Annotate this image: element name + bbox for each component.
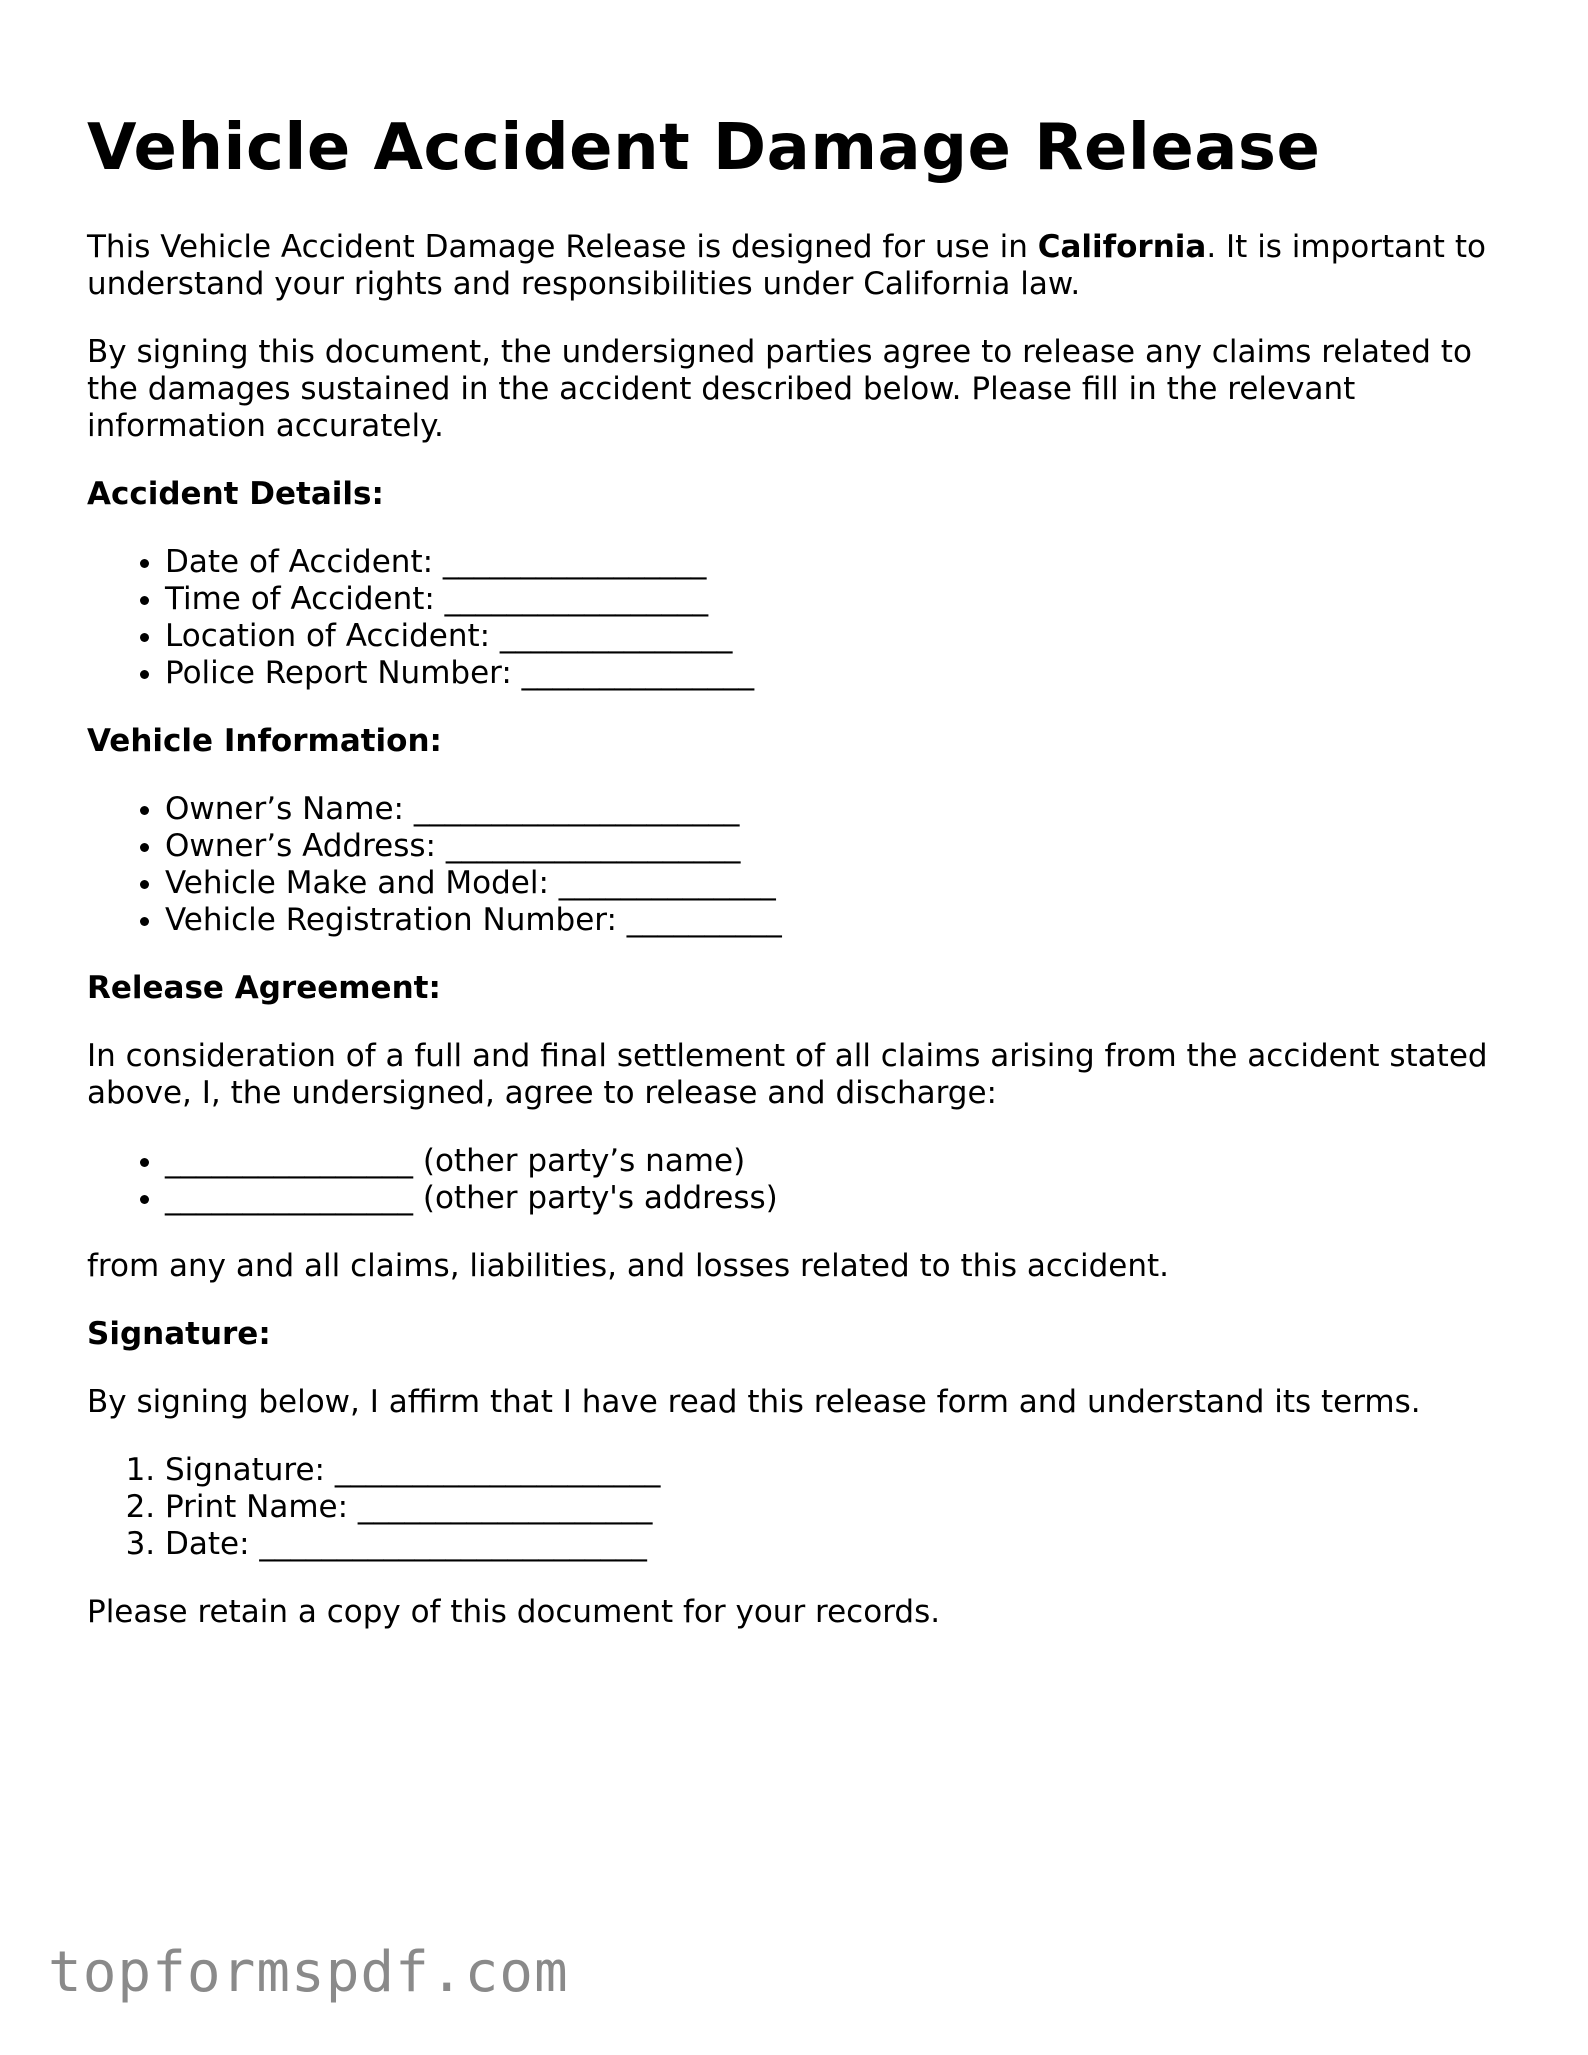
owner-name-field: • Owner’s Name: _____________________ xyxy=(165,791,1507,828)
vehicle-information-list xyxy=(87,791,1507,939)
release-agreement-heading: Release Agreement: xyxy=(87,970,441,1006)
accident-details-list xyxy=(87,544,1507,692)
intro-state: California xyxy=(1037,229,1207,265)
intro-paragraph xyxy=(87,229,1507,303)
signature-date-field: 3. Date: _________________________ xyxy=(165,1526,1507,1563)
signature-affirmation-text: By signing below, I affirm that I have read this release form and understand its terms. xyxy=(87,1384,1421,1420)
retain-copy-note: Please retain a copy of this document for your records. xyxy=(87,1594,941,1630)
intro-text-before: This Vehicle Accident Damage Release is designed for use in xyxy=(87,229,1038,265)
vehicle-registration-field: • Vehicle Registration Number: __________ xyxy=(165,902,1507,939)
intro-text-after: . It is important to understand your rights and responsibilities under California law. xyxy=(87,229,1486,302)
accident-details-heading: Accident Details: xyxy=(87,476,384,512)
other-party-name-field: • ________________ (other party’s name) xyxy=(165,1143,1507,1180)
accident-location-field: • Location of Accident: _______________ xyxy=(165,618,1507,655)
signature-field: 1. Signature: _____________________ xyxy=(165,1452,1507,1489)
accident-time-field: • Time of Accident: _________________ xyxy=(165,581,1507,618)
signature-heading: Signature: xyxy=(87,1316,271,1352)
accident-date-field: • Date of Accident: _________________ xyxy=(165,544,1507,581)
document-page xyxy=(87,110,1507,1662)
print-name-field: 2. Print Name: ___________________ xyxy=(165,1489,1507,1526)
released-party-list xyxy=(87,1143,1507,1217)
release-closing-text: from any and all claims, liabilities, and losses related to this accident. xyxy=(87,1248,1169,1284)
watermark: topformspdf.com xyxy=(48,1940,569,2005)
document-title: Vehicle Accident Damage Release xyxy=(87,111,1321,185)
purpose-paragraph: By signing this document, the undersigned parties agree to release any claims related to the damages sustained in the accident described below. Please fill in the relevant information accurately. xyxy=(87,334,1472,444)
vehicle-make-model-field: • Vehicle Make and Model: ______________ xyxy=(165,865,1507,902)
signature-fields-list xyxy=(87,1452,1507,1563)
release-agreement-text: In consideration of a full and final settlement of all claims arising from the accident stated above, I, the undersigned, agree to release and discharge: xyxy=(87,1038,1488,1111)
vehicle-information-heading: Vehicle Information: xyxy=(87,723,442,759)
other-party-address-field: • ________________ (other party's address) xyxy=(165,1180,1507,1217)
owner-address-field: • Owner’s Address: ___________________ xyxy=(165,828,1507,865)
police-report-number-field: • Police Report Number: _______________ xyxy=(165,655,1507,692)
